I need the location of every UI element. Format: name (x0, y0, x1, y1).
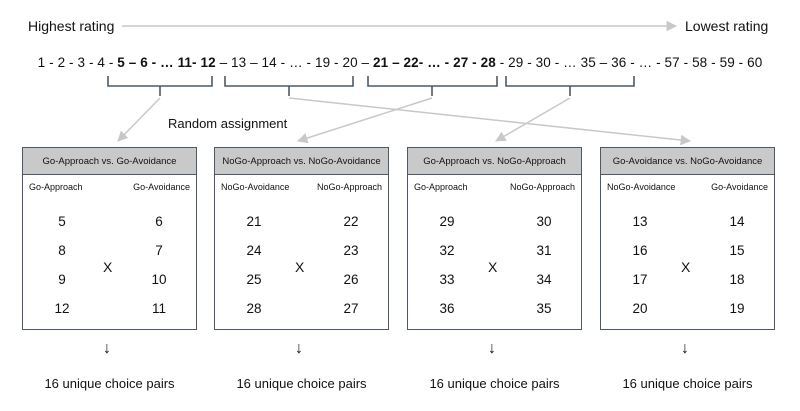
choice-pairs-label: 16 unique choice pairs (236, 376, 367, 391)
right-value: 22 (343, 214, 359, 229)
left-value: 33 (439, 272, 455, 287)
box-title: NoGo-Approach vs. NoGo-Avoidance (215, 148, 388, 175)
left-value: 8 (58, 243, 66, 258)
right-value: 27 (343, 301, 359, 316)
sequence-segment: 1 - 2 - 3 - 4 - (37, 55, 118, 70)
right-value: 34 (536, 272, 552, 287)
connector-13-20 (289, 98, 690, 141)
condition-box-nogo-approach-vs-nogo-avoidance (214, 147, 389, 330)
right-column-header: NoGo-Approach (316, 182, 382, 192)
right-value: 35 (536, 301, 552, 316)
cross-symbol: X (488, 259, 498, 275)
left-value: 9 (58, 272, 66, 287)
choice-pairs-label: 16 unique choice pairs (622, 376, 753, 391)
bracket-5-12 (108, 76, 212, 96)
right-value: 19 (729, 301, 745, 316)
sequence-segment: - 29 - 30 - … 35 – 36 - … - 57 - 58 - 59 - 60 (495, 55, 763, 70)
left-value: 21 (246, 214, 262, 229)
cross-symbol: X (103, 259, 113, 275)
sequence-segment-bold: 21 – 22- … - 27 - 28 (373, 55, 496, 70)
right-value: 11 (151, 301, 166, 316)
right-value: 26 (343, 272, 359, 287)
left-column-header: Go-Approach (29, 182, 83, 192)
down-arrow-icon: ↓ (681, 340, 689, 357)
cross-symbol: X (681, 259, 691, 275)
choice-pairs-label: 16 unique choice pairs (429, 376, 560, 391)
choice-pairs-label: 16 unique choice pairs (44, 376, 175, 391)
left-value: 12 (54, 301, 70, 316)
bracket-13-20 (225, 76, 353, 96)
box-title: Go-Approach vs. Go-Avoidance (23, 148, 196, 175)
bracket-21-28 (368, 76, 497, 96)
left-value: 36 (439, 301, 455, 316)
connector-29-36 (496, 98, 570, 141)
left-value: 24 (246, 243, 262, 258)
left-value: 17 (632, 272, 648, 287)
bracket-29-36 (506, 76, 634, 96)
lowest-rating-label: Lowest rating (685, 18, 769, 34)
left-value: 20 (632, 301, 648, 316)
right-value: 14 (729, 214, 745, 229)
right-value: 15 (729, 243, 745, 258)
right-value: 30 (536, 214, 552, 229)
left-value: 5 (58, 214, 66, 229)
rating-sequence (0, 55, 800, 70)
right-value: 18 (729, 272, 745, 287)
sequence-segment: – 13 – 14 - … - 19 - 20 – (215, 55, 374, 70)
left-value: 13 (632, 214, 648, 229)
left-value: 29 (439, 214, 455, 229)
down-arrow-icon: ↓ (295, 340, 303, 357)
right-value: 10 (151, 272, 167, 287)
right-value: 6 (155, 214, 163, 229)
right-column-header: NoGo-Approach (509, 182, 575, 192)
highest-rating-label: Highest rating (28, 18, 115, 34)
left-column-header: NoGo-Avoidance (607, 182, 676, 192)
right-value: 7 (155, 243, 163, 258)
left-column-header: NoGo-Avoidance (221, 182, 290, 192)
condition-box-go-approach-vs-go-avoidance (22, 147, 197, 330)
right-value: 31 (536, 243, 552, 258)
connector-5-12 (118, 98, 160, 141)
left-value: 25 (246, 272, 262, 287)
right-column-header: Go-Avoidance (711, 182, 768, 192)
connector-21-28 (298, 98, 432, 141)
down-arrow-icon: ↓ (103, 340, 111, 357)
box-title: Go-Approach vs. NoGo-Approach (408, 148, 581, 175)
right-value: 23 (343, 243, 359, 258)
random-assignment-label: Random assignment (168, 116, 288, 131)
right-column-header: Go-Avoidance (133, 182, 190, 192)
down-arrow-icon: ↓ (488, 340, 496, 357)
cross-symbol: X (295, 259, 305, 275)
condition-box-go-avoidance-vs-nogo-avoidance (600, 147, 775, 330)
box-title: Go-Avoidance vs. NoGo-Avoidance (601, 148, 774, 175)
left-value: 32 (439, 243, 455, 258)
sequence-segment-bold: 5 – 6 - … 11- 12 (117, 55, 216, 70)
left-value: 28 (246, 301, 262, 316)
condition-box-go-approach-vs-nogo-approach (407, 147, 582, 330)
left-column-header: Go-Approach (414, 182, 468, 192)
left-value: 16 (632, 243, 648, 258)
